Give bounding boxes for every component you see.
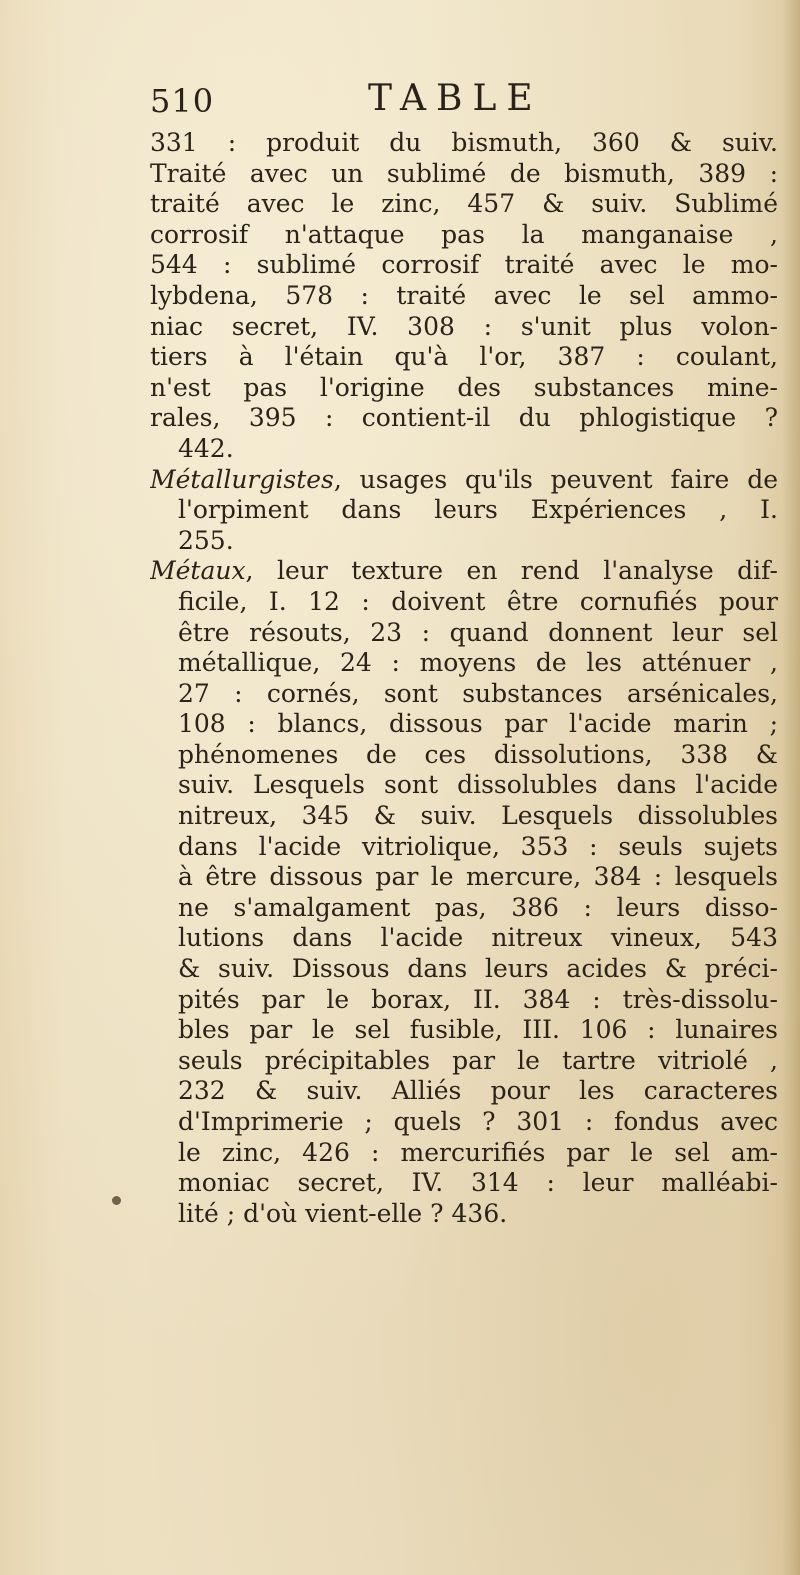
text-line: être résouts, 23 : quand donnent leur sel [178, 617, 778, 647]
text-line: l'orpiment dans leurs Expériences , I. [178, 495, 778, 525]
text-line: à être dissous par le mercure, 384 : lesquels [178, 862, 778, 892]
text-line: traité avec le zinc, 457 & suiv. Sublimé [150, 189, 778, 219]
text-line: ne s'amalgament pas, 386 : leurs disso- [178, 892, 778, 922]
text-line: 331 : produit du bismuth, 360 & suiv. [150, 128, 778, 157]
entry-headword: Métaux [150, 556, 246, 586]
text-line: lybdena, 578 : traité avec le sel ammo- [150, 280, 778, 310]
text-line: Métaux, leur texture en rend l'analyse dif- [150, 556, 778, 586]
text-line: tiers à l'étain qu'à l'or, 387 : coulant, [150, 342, 778, 372]
text-line: n'est pas l'origine des substances mine- [150, 372, 778, 402]
text-line: 442. [178, 433, 234, 463]
text-line: corrosif n'attaque pas la manganaise , [150, 219, 778, 249]
text-line: lité ; d'où vient-elle ? 436. [178, 1198, 508, 1228]
page-number: 510 [150, 82, 215, 120]
text-line: métallique, 24 : moyens de les atténuer , [178, 648, 778, 678]
running-title: TABLE [368, 78, 543, 119]
text-line: niac secret, IV. 308 : s'unit plus volon- [150, 311, 778, 341]
text-line: pités par le borax, II. 384 : très-dissolu- [178, 984, 778, 1014]
text-line: seuls précipitables par le tartre vitriolé , [178, 1045, 778, 1075]
text-line: lutions dans l'acide nitreux vineux, 543 [178, 923, 778, 953]
page-header [150, 78, 670, 124]
text-line: moniac secret, IV. 314 : leur malléabi- [178, 1168, 778, 1198]
text-line: phénomenes de ces dissolutions, 338 & [178, 739, 778, 769]
text-line: nitreux, 345 & suiv. Lesquels dissolubles [178, 801, 778, 831]
text-line: 544 : sublimé corrosif traité avec le mo- [150, 250, 778, 280]
text-line: 108 : blancs, dissous par l'acide marin ; [178, 709, 778, 739]
text-line: Métallurgistes, usages qu'ils peuvent faire de [150, 464, 778, 494]
entry-headword: Métallurgistes [150, 464, 334, 494]
text-line: suiv. Lesquels sont dissolubles dans l'acide [178, 770, 778, 800]
text-line: ficile, I. 12 : doivent être cornufiés pour [178, 586, 778, 616]
text-line: rales, 395 : contient-il du phlogistique ? [150, 403, 778, 433]
text-line: 27 : cornés, sont substances arsénicales, [178, 678, 778, 708]
text-line: & suiv. Dissous dans leurs acides & préci- [178, 954, 778, 984]
text-line: d'Imprimerie ; quels ? 301 : fondus avec [178, 1107, 778, 1136]
text-line: bles par le sel fusible, III. 106 : lunaires [178, 1015, 778, 1045]
page-fold-shadow [782, 0, 800, 1575]
index-entries [150, 128, 778, 1229]
text-line: Traité avec un sublimé de bismuth, 389 : [150, 158, 778, 188]
text-line: le zinc, 426 : mercurifiés par le sel am- [178, 1137, 778, 1167]
text-line: 232 & suiv. Alliés pour les caracteres [178, 1076, 778, 1106]
text-line: dans l'acide vitriolique, 353 : seuls sujets [178, 831, 778, 861]
text-line: 255. [178, 525, 234, 555]
ink-spot [112, 1196, 121, 1205]
